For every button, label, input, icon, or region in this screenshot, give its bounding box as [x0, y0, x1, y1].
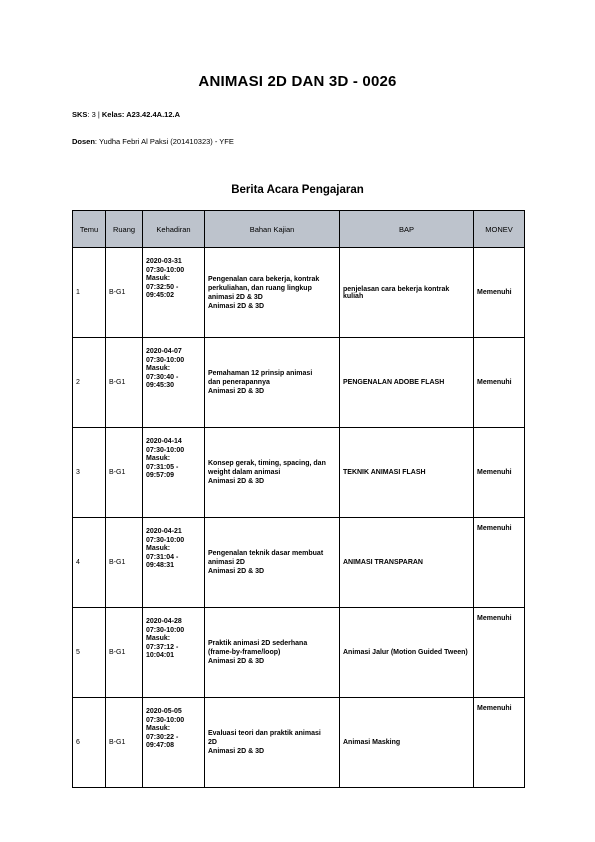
bahan-kajian-line: Animasi 2D & 3D — [208, 478, 265, 485]
header-temu: Temu — [73, 211, 106, 248]
kehadiran-line: Masuk: — [146, 275, 171, 282]
cell-bap: PENGENALAN ADOBE FLASH — [340, 338, 474, 428]
bahan-kajian-line: Animasi 2D & 3D — [208, 748, 265, 755]
bahan-kajian-line: Animasi 2D & 3D — [208, 388, 265, 395]
cell-bahan-kajian — [205, 428, 340, 518]
cell-kehadiran — [143, 338, 205, 428]
course-info — [72, 110, 180, 119]
kehadiran-line: 2020-04-07 — [146, 348, 182, 355]
cell-monev: Memenuhi — [474, 608, 525, 698]
kehadiran-line: Masuk: — [146, 455, 171, 462]
kehadiran-line: 09:48:31 — [146, 562, 175, 569]
sks-value: : 3 | — [87, 110, 102, 119]
sks-label: SKS — [72, 110, 88, 119]
cell-temu: 5 — [73, 608, 106, 698]
bahan-kajian-line: Pengenalan teknik dasar membuat — [208, 550, 324, 557]
cell-temu: 1 — [73, 248, 106, 338]
cell-temu: 2 — [73, 338, 106, 428]
cell-bap: Animasi Masking — [340, 698, 474, 788]
cell-monev: Memenuhi — [474, 428, 525, 518]
kelas-label: Kelas — [101, 110, 122, 119]
header-monev: MONEV — [474, 211, 525, 248]
table-row — [73, 428, 525, 518]
cell-ruang: B-G1 — [106, 698, 143, 788]
bahan-kajian-line: Pemahaman 12 prinsip animasi — [208, 370, 313, 377]
bap-table — [72, 210, 525, 788]
bahan-kajian-line: dan penerapannya — [208, 379, 270, 386]
cell-monev: Memenuhi — [474, 248, 525, 338]
table-row — [73, 698, 525, 788]
kehadiran-line: 07:32:50 - — [146, 283, 179, 291]
cell-bap: ANIMASI TRANSPARAN — [340, 518, 474, 608]
cell-bahan-kajian — [205, 608, 340, 698]
kehadiran-line: 09:47:08 — [146, 742, 175, 749]
cell-ruang: B-G1 — [106, 608, 143, 698]
table-body — [73, 248, 525, 788]
kehadiran-line: Masuk: — [146, 365, 171, 372]
header-kehadiran: Kehadiran — [143, 211, 205, 248]
cell-bap: TEKNIK ANIMASI FLASH — [340, 428, 474, 518]
kehadiran-line: 07:31:05 - — [146, 463, 179, 471]
kehadiran-line: 07:30-10:00 — [146, 356, 185, 364]
kehadiran-line: 07:37:12 - — [146, 643, 179, 651]
kehadiran-line: 07:30:22 - — [146, 733, 179, 741]
page-title: ANIMASI 2D DAN 3D - 0026 — [198, 73, 397, 90]
cell-bahan-kajian — [205, 698, 340, 788]
cell-kehadiran — [143, 428, 205, 518]
cell-bahan-kajian — [205, 518, 340, 608]
bahan-kajian-line: Animasi 2D & 3D — [208, 302, 265, 310]
bahan-kajian-line: perkuliahan, dan ruang lingkup — [208, 284, 312, 292]
kehadiran-line: Masuk: — [146, 545, 171, 552]
section-title: Berita Acara Pengajaran — [231, 184, 364, 196]
header-ruang: Ruang — [106, 211, 143, 248]
table-row — [73, 518, 525, 608]
dosen-label: Dosen — [72, 137, 95, 146]
kehadiran-line: 2020-04-14 — [146, 438, 182, 445]
cell-kehadiran — [143, 698, 205, 788]
kehadiran-line: 07:30-10:00 — [146, 626, 185, 634]
kehadiran-line: Masuk: — [146, 725, 171, 732]
kehadiran-line: 2020-05-05 — [146, 708, 182, 715]
bahan-kajian-line: Evaluasi teori dan praktik animasi — [208, 730, 321, 737]
kehadiran-line: 07:30-10:00 — [146, 266, 185, 274]
cell-bahan-kajian — [205, 338, 340, 428]
cell-monev: Memenuhi — [474, 518, 525, 608]
kehadiran-line: Masuk: — [146, 635, 171, 642]
kehadiran-line: 2020-04-21 — [146, 528, 182, 535]
cell-kehadiran — [143, 608, 205, 698]
cell-temu: 4 — [73, 518, 106, 608]
bahan-kajian-line: animasi 2D — [208, 559, 245, 566]
kelas-value: : A23.42.4A.12.A — [121, 110, 180, 119]
kehadiran-line: 09:57:09 — [146, 472, 175, 479]
kehadiran-line: 07:31:04 - — [146, 553, 179, 561]
kehadiran-line: 09:45:02 — [146, 292, 175, 299]
dosen-value: : Yudha Febri Al Paksi (201410323) - YFE — [94, 137, 234, 146]
bahan-kajian-line: Pengenalan cara bekerja, kontrak — [208, 275, 320, 283]
kehadiran-line: 10:04:01 — [146, 652, 175, 659]
cell-temu: 3 — [73, 428, 106, 518]
kehadiran-line: 07:30-10:00 — [146, 716, 185, 724]
kehadiran-line: 07:30-10:00 — [146, 536, 185, 544]
header-bap: BAP — [340, 211, 474, 248]
kehadiran-line: 09:45:30 — [146, 382, 175, 389]
cell-kehadiran — [143, 518, 205, 608]
table-row — [73, 248, 525, 338]
lecturer-info — [72, 137, 234, 146]
cell-kehadiran — [143, 248, 205, 338]
cell-temu: 6 — [73, 698, 106, 788]
kehadiran-line: 07:30:40 - — [146, 373, 179, 381]
bahan-kajian-line: animasi 2D & 3D — [208, 293, 263, 301]
cell-ruang: B-G1 — [106, 248, 143, 338]
table-header-row — [73, 211, 525, 248]
cell-monev: Memenuhi — [474, 338, 525, 428]
bahan-kajian-line: Animasi 2D & 3D — [208, 568, 265, 575]
bahan-kajian-line: Praktik animasi 2D sederhana — [208, 640, 308, 647]
bahan-kajian-line: Konsep gerak, timing, spacing, dan — [208, 460, 326, 467]
cell-ruang: B-G1 — [106, 428, 143, 518]
bahan-kajian-line: 2D — [208, 739, 217, 746]
cell-ruang: B-G1 — [106, 518, 143, 608]
table-row — [73, 608, 525, 698]
table-row — [73, 338, 525, 428]
bahan-kajian-line: (frame-by-frame/loop) — [208, 649, 281, 656]
cell-bap: penjelasan cara bekerja kontrak kuliah — [340, 248, 474, 338]
cell-bahan-kajian — [205, 248, 340, 338]
kehadiran-line: 2020-04-28 — [146, 618, 182, 625]
cell-bap: Animasi Jalur (Motion Guided Tween) — [340, 608, 474, 698]
kehadiran-line: 07:30-10:00 — [146, 446, 185, 454]
bahan-kajian-line: Animasi 2D & 3D — [208, 658, 265, 665]
cell-ruang: B-G1 — [106, 338, 143, 428]
cell-monev: Memenuhi — [474, 698, 525, 788]
header-bahan-kajian: Bahan Kajian — [205, 211, 340, 248]
kehadiran-line: 2020-03-31 — [146, 258, 182, 265]
bahan-kajian-line: weight dalam animasi — [208, 469, 281, 476]
